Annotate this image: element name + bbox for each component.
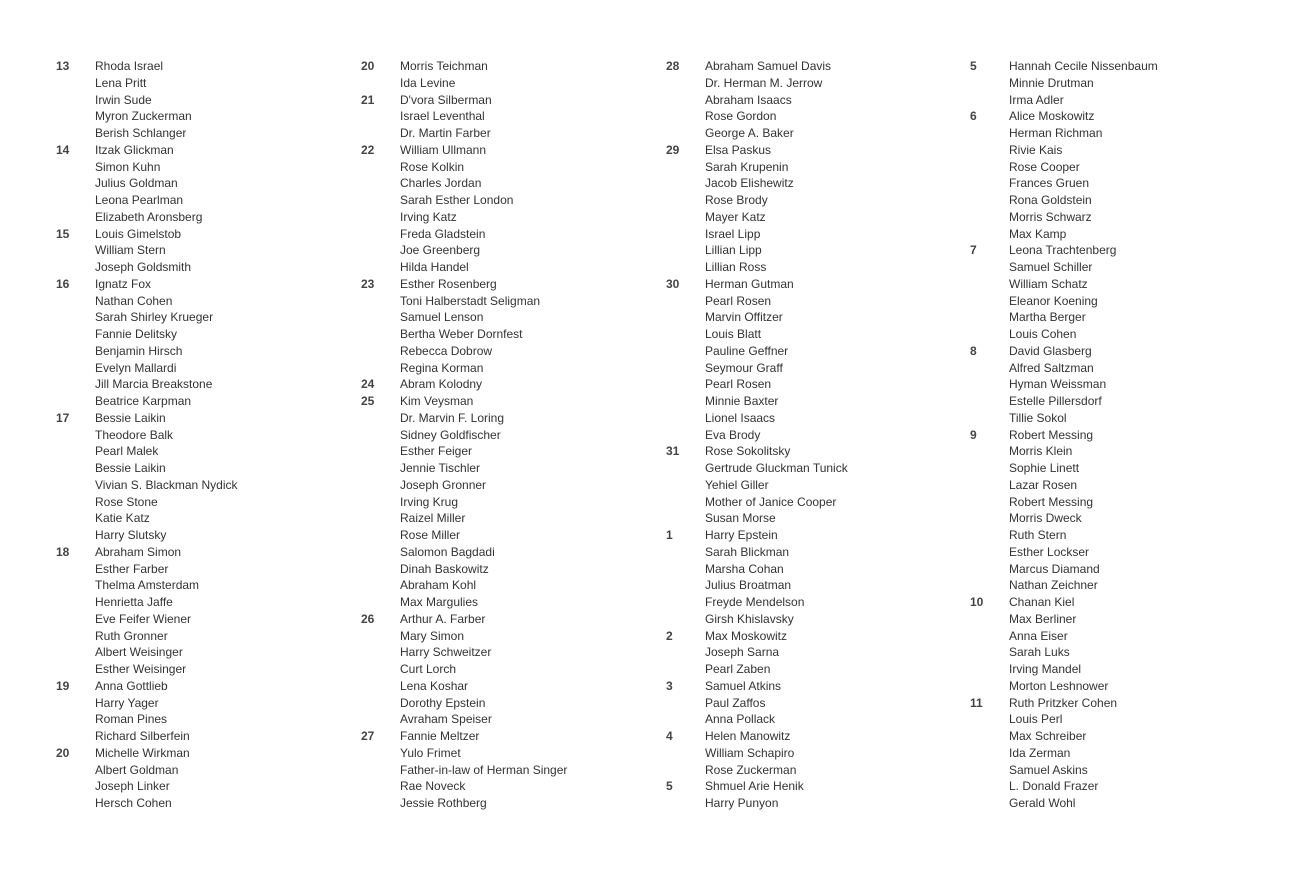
- person-name: Pearl Malek: [95, 444, 159, 459]
- person-name: Ruth Stern: [1009, 528, 1067, 542]
- person-name: Estelle Pillersdorf: [1009, 394, 1102, 408]
- person-name: Joseph Sarna: [705, 645, 780, 660]
- person-name: Dinah Baskowitz: [400, 561, 489, 576]
- person-name: Esther Weisinger: [95, 662, 187, 676]
- day-number: 22: [361, 142, 375, 157]
- person-name: Sarah Krupenin: [705, 159, 789, 174]
- person-name: Sarah Blickman: [705, 544, 790, 559]
- person-name: Harry Punyon: [705, 796, 779, 810]
- person-name: Ruth Gronner: [95, 628, 168, 643]
- day-number: 5: [666, 779, 673, 794]
- person-name: Joe Greenberg: [400, 243, 481, 258]
- person-name: Eleanor Koening: [1009, 293, 1098, 308]
- day-number: 17: [56, 410, 70, 425]
- person-name: Lionel Isaacs: [705, 410, 776, 425]
- person-name: Minnie Baxter: [705, 394, 779, 408]
- day-number: 3: [666, 678, 673, 693]
- day-number: 19: [56, 678, 70, 693]
- person-name: Evelyn Mallardi: [95, 360, 177, 375]
- person-name: Dorothy Epstein: [400, 695, 486, 710]
- person-name: Rose Stone: [95, 494, 158, 509]
- person-name: Rhoda Israel: [95, 59, 164, 73]
- person-name: Max Moskowitz: [705, 628, 788, 643]
- person-name: Richard Silberfein: [95, 729, 190, 743]
- day-number: 20: [56, 745, 70, 760]
- person-name: Sarah Shirley Krueger: [95, 310, 214, 325]
- person-name: Abraham Isaacs: [705, 92, 792, 107]
- person-name: Irma Adler: [1009, 92, 1064, 107]
- person-name: Alfred Saltzman: [1009, 360, 1094, 375]
- person-name: Minnie Drutman: [1009, 75, 1094, 90]
- person-name: David Glasberg: [1009, 343, 1092, 358]
- person-name: Girsh Khislavsky: [705, 611, 794, 626]
- person-name: Hyman Weissman: [1009, 377, 1107, 392]
- person-name: Abram Kolodny: [400, 377, 483, 392]
- day-number: 15: [56, 226, 70, 241]
- person-name: Beatrice Karpman: [95, 394, 192, 408]
- person-name: Alice Moskowitz: [1009, 109, 1095, 124]
- person-name: Harry Schweitzer: [400, 645, 492, 660]
- person-name: Vivian S. Blackman Nydick: [95, 477, 238, 492]
- person-name: Thelma Amsterdam: [95, 578, 200, 593]
- day-number: 23: [361, 276, 375, 291]
- person-name: Berish Schlanger: [95, 126, 187, 140]
- person-name: Samuel Lenson: [400, 310, 484, 325]
- day-number: 16: [56, 276, 70, 291]
- person-name: Irving Krug: [400, 494, 459, 509]
- person-name: Esther Lockser: [1009, 544, 1090, 559]
- day-number: 2: [666, 628, 673, 643]
- person-name: Ignatz Fox: [95, 276, 152, 291]
- day-number: 21: [361, 92, 375, 107]
- person-name: Gertrude Gluckman Tunick: [705, 461, 848, 475]
- day-number: 10: [970, 595, 984, 609]
- person-name: Rose Sokolitsky: [705, 444, 791, 459]
- person-name: Mary Simon: [400, 628, 465, 643]
- person-name: Irving Katz: [400, 209, 457, 224]
- person-name: Michelle Wirkman: [95, 745, 190, 760]
- person-name: Herman Gutman: [705, 276, 794, 291]
- person-name: Myron Zuckerman: [95, 109, 192, 124]
- person-name: Joseph Gronner: [400, 477, 487, 492]
- day-number: 31: [666, 444, 680, 459]
- person-name: L. Donald Frazer: [1009, 779, 1099, 794]
- person-name: Marvin Offitzer: [705, 310, 783, 325]
- person-name: Rebecca Dobrow: [400, 343, 493, 358]
- day-number: 6: [970, 109, 977, 124]
- day-number: 1: [666, 528, 673, 542]
- person-name: Marsha Cohan: [705, 561, 784, 576]
- person-name: Samuel Askins: [1009, 762, 1088, 777]
- person-name: Rivie Kais: [1009, 142, 1063, 157]
- person-name: Benjamin Hirsch: [95, 343, 183, 358]
- person-name: Mayer Katz: [705, 209, 766, 224]
- person-name: Rose Brody: [705, 193, 768, 207]
- person-name: Harry Yager: [95, 695, 159, 710]
- person-name: Chanan Kiel: [1009, 595, 1075, 609]
- day-number: 29: [666, 142, 680, 157]
- person-name: Lena Pritt: [95, 75, 147, 90]
- person-name: Curt Lorch: [400, 662, 457, 676]
- person-name: Louis Perl: [1009, 712, 1063, 727]
- person-name: Katie Katz: [95, 511, 150, 526]
- person-name: Israel Leventhal: [400, 109, 485, 124]
- person-name: Charles Jordan: [400, 176, 482, 191]
- person-name: Louis Cohen: [1009, 327, 1077, 341]
- person-name: Elizabeth Aronsberg: [95, 209, 203, 224]
- person-name: Julius Broatman: [705, 578, 792, 593]
- day-number: 9: [970, 427, 977, 442]
- person-name: D'vora Silberman: [400, 92, 492, 107]
- person-name: Max Margulies: [400, 595, 479, 609]
- person-name: Salomon Bagdadi: [400, 544, 495, 559]
- day-number: 24: [361, 377, 375, 392]
- person-name: Louis Blatt: [705, 327, 762, 341]
- person-name: Gerald Wohl: [1009, 796, 1076, 810]
- person-name: William Schapiro: [705, 745, 795, 760]
- person-name: Jennie Tischler: [400, 461, 481, 475]
- person-name: Morris Klein: [1009, 444, 1073, 459]
- person-name: Bessie Laikin: [95, 461, 166, 475]
- person-name: Marcus Diamand: [1009, 561, 1100, 576]
- person-name: Max Schreiber: [1009, 729, 1087, 743]
- person-name: Irwin Sude: [95, 92, 152, 107]
- person-name: Morris Teichman: [400, 59, 488, 73]
- person-name: Pearl Rosen: [705, 377, 772, 392]
- person-name: Nathan Zeichner: [1009, 578, 1098, 593]
- person-name: Theodore Balk: [95, 427, 174, 442]
- person-name: Leona Pearlman: [95, 193, 184, 207]
- person-name: William Stern: [95, 243, 166, 258]
- day-number: 26: [361, 611, 375, 626]
- day-number: 30: [666, 276, 680, 291]
- person-name: Samuel Atkins: [705, 678, 782, 693]
- person-name: Fannie Meltzer: [400, 729, 480, 743]
- person-name: Yulo Frimet: [400, 745, 461, 760]
- person-name: Mother of Janice Cooper: [705, 494, 837, 509]
- person-name: Avraham Speiser: [400, 712, 492, 727]
- day-number: 25: [361, 394, 375, 408]
- person-name: Martha Berger: [1009, 310, 1086, 325]
- person-name: Lena Koshar: [400, 678, 469, 693]
- person-name: Joseph Goldsmith: [95, 260, 192, 274]
- person-name: Albert Weisinger: [95, 645, 183, 660]
- day-number: 7: [970, 243, 977, 258]
- person-name: William Ullmann: [400, 142, 487, 157]
- person-name: Esther Farber: [95, 561, 169, 576]
- person-name: Lillian Lipp: [705, 243, 762, 258]
- person-name: Hannah Cecile Nissenbaum: [1009, 59, 1158, 73]
- day-number: 14: [56, 142, 70, 157]
- person-name: Albert Goldman: [95, 762, 179, 777]
- person-name: Dr. Herman M. Jerrow: [705, 75, 823, 90]
- person-name: Abraham Kohl: [400, 578, 477, 593]
- person-name: Esther Rosenberg: [400, 276, 497, 291]
- person-name: Sidney Goldfischer: [400, 427, 501, 442]
- person-name: Kim Veysman: [400, 394, 474, 408]
- person-name: Arthur A. Farber: [400, 611, 486, 626]
- person-name: Ruth Pritzker Cohen: [1009, 695, 1118, 710]
- person-name: Anna Pollack: [705, 712, 776, 727]
- person-name: Lillian Ross: [705, 260, 767, 274]
- person-name: Simon Kuhn: [95, 159, 161, 174]
- person-name: Ida Zerman: [1009, 745, 1071, 760]
- person-name: Max Berliner: [1009, 611, 1077, 626]
- person-name: Itzak Glickman: [95, 142, 174, 157]
- person-name: Bertha Weber Dornfest: [400, 327, 523, 341]
- person-name: Jessie Rothberg: [400, 796, 487, 810]
- person-name: Hilda Handel: [400, 260, 469, 274]
- person-name: George A. Baker: [705, 126, 794, 140]
- person-name: Eva Brody: [705, 427, 761, 442]
- person-name: Roman Pines: [95, 712, 168, 727]
- person-name: Yehiel Giller: [705, 477, 769, 492]
- day-number: 5: [970, 59, 977, 73]
- person-name: Jill Marcia Breakstone: [95, 377, 213, 392]
- person-name: Rose Zuckerman: [705, 762, 797, 777]
- person-name: Sarah Esther London: [400, 193, 514, 207]
- person-name: Pearl Rosen: [705, 293, 772, 308]
- person-name: Dr. Marvin F. Loring: [400, 410, 505, 425]
- day-number: 20: [361, 59, 375, 73]
- person-name: Freda Gladstein: [400, 226, 486, 241]
- person-name: Esther Feiger: [400, 444, 473, 459]
- person-name: Rona Goldstein: [1009, 193, 1092, 207]
- person-name: Morris Dweck: [1009, 511, 1082, 526]
- person-name: Rose Gordon: [705, 109, 777, 124]
- person-name: Sarah Luks: [1009, 645, 1070, 660]
- person-name: Irving Mandel: [1009, 662, 1082, 676]
- person-name: Susan Morse: [705, 511, 776, 526]
- person-name: Max Kamp: [1009, 226, 1067, 241]
- person-name: Helen Manowitz: [705, 729, 791, 743]
- day-number: 28: [666, 59, 680, 73]
- person-name: Seymour Graff: [705, 360, 783, 375]
- person-name: Rose Kolkin: [400, 159, 465, 174]
- person-name: Anna Gottlieb: [95, 678, 168, 693]
- day-number: 11: [970, 695, 983, 710]
- person-name: Rose Cooper: [1009, 159, 1080, 174]
- person-name: Sophie Linett: [1009, 461, 1080, 475]
- person-name: Harry Epstein: [705, 528, 778, 542]
- person-name: Raizel Miller: [400, 511, 466, 526]
- person-name: Pauline Geffner: [705, 343, 789, 358]
- person-name: Robert Messing: [1009, 427, 1094, 442]
- person-name: Herman Richman: [1009, 126, 1103, 140]
- person-name: Louis Gimelstob: [95, 226, 182, 241]
- person-name: Pearl Zaben: [705, 662, 771, 676]
- person-name: Jacob Elishewitz: [705, 176, 794, 191]
- person-name: Leona Trachtenberg: [1009, 243, 1117, 258]
- person-name: Anna Eiser: [1009, 628, 1068, 643]
- day-number: 27: [361, 729, 375, 743]
- person-name: Nathan Cohen: [95, 293, 173, 308]
- person-name: Rose Miller: [400, 528, 461, 542]
- person-name: Morris Schwarz: [1009, 209, 1092, 224]
- person-name: Shmuel Arie Henik: [705, 779, 804, 794]
- person-name: Hersch Cohen: [95, 796, 172, 810]
- person-name: Harry Slutsky: [95, 528, 167, 542]
- person-name: Robert Messing: [1009, 494, 1094, 509]
- person-name: Freyde Mendelson: [705, 595, 805, 609]
- day-number: 13: [56, 59, 70, 73]
- person-name: Lazar Rosen: [1009, 477, 1078, 492]
- day-number: 18: [56, 544, 70, 559]
- person-name: Toni Halberstadt Seligman: [400, 293, 541, 308]
- person-name: Tillie Sokol: [1009, 410, 1067, 425]
- person-name: Abraham Simon: [95, 544, 182, 559]
- person-name: Samuel Schiller: [1009, 260, 1093, 274]
- person-name: Paul Zaffos: [705, 695, 766, 710]
- day-number: 8: [970, 343, 977, 358]
- person-name: Eve Feifer Wiener: [95, 611, 192, 626]
- person-name: Father-in-law of Herman Singer: [400, 762, 568, 777]
- person-name: Elsa Paskus: [705, 142, 772, 157]
- person-name: Ida Levine: [400, 75, 456, 90]
- person-name: Henrietta Jaffe: [95, 595, 173, 609]
- person-name: William Schatz: [1009, 276, 1088, 291]
- day-number: 4: [666, 729, 673, 743]
- person-name: Fannie Delitsky: [95, 327, 178, 341]
- person-name: Morton Leshnower: [1009, 678, 1109, 693]
- person-name: Israel Lipp: [705, 226, 761, 241]
- person-name: Joseph Linker: [95, 779, 170, 794]
- person-name: Dr. Martin Farber: [400, 126, 491, 140]
- person-name: Rae Noveck: [400, 779, 466, 794]
- person-name: Regina Korman: [400, 360, 484, 375]
- person-name: Bessie Laikin: [95, 410, 166, 425]
- person-name: Julius Goldman: [95, 176, 178, 191]
- person-name: Frances Gruen: [1009, 176, 1090, 191]
- person-name: Abraham Samuel Davis: [705, 59, 832, 73]
